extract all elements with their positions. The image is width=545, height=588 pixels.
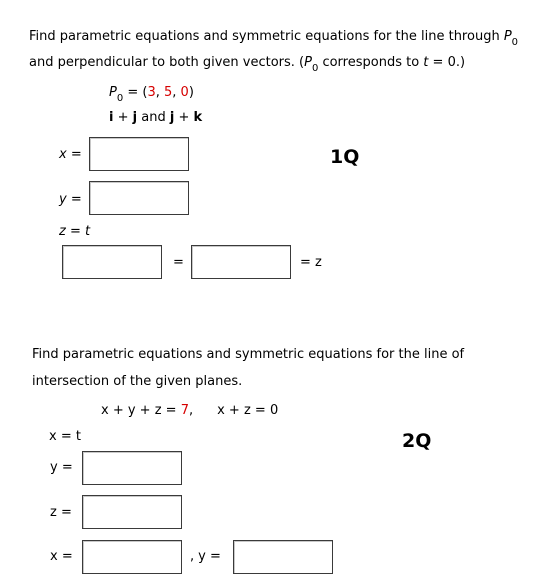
q2-prompt-line-2: intersection of the given planes. [32,374,243,389]
q2-prompt-line-1: Find parametric equations and symmetric equations for the line of [32,347,465,362]
q1-symmetric-equals: = [173,255,184,270]
q1-prompt-line-2: and perpendicular to both given vectors. ($P_0$ corresponds to t = 0.) [29,55,466,74]
p0-z-value: 0 [180,85,189,100]
q1-given-point: $P_0 = (3$, 5, 0) [109,85,194,104]
q1-y-answer-input[interactable] [89,181,189,215]
q2-symmetric-input-2[interactable] [233,540,333,574]
q2-x-equation: x = t [49,429,81,444]
q1-y-label: y = [59,192,82,207]
q2-symmetric-input-1[interactable] [82,540,182,574]
q1-prompt-line-1: Find parametric equations and symmetric equations for the line through $P_0$ [29,29,519,48]
p0-x-value: 3 [147,85,156,100]
q2-given-planes: x + y + z = 7, x + z = 0 [101,403,279,418]
q2-symmetric-x-label: x = [50,549,73,564]
q2-z-answer-input[interactable] [82,495,182,529]
q1-x-answer-input[interactable] [89,137,189,171]
q1-symmetric-input-2[interactable] [191,245,291,279]
q1-given-vectors: i + j and j + k [109,110,203,125]
q1-symmetric-end: = z [300,255,322,270]
p0-y-value: 5 [164,85,173,100]
q2-symmetric-y-label: , y = [190,549,221,564]
q2-z-label: z = [50,505,72,520]
q1-z-equation: z = t [59,224,91,239]
q1-symmetric-input-1[interactable] [62,245,162,279]
plane1-rhs-value: 7 [180,403,189,418]
q1-x-label: x = [59,147,82,162]
q2-tag: 2Q [402,430,432,452]
q2-y-answer-input[interactable] [82,451,182,485]
q1-tag: 1Q [330,146,360,168]
q2-y-label: y = [50,460,73,475]
